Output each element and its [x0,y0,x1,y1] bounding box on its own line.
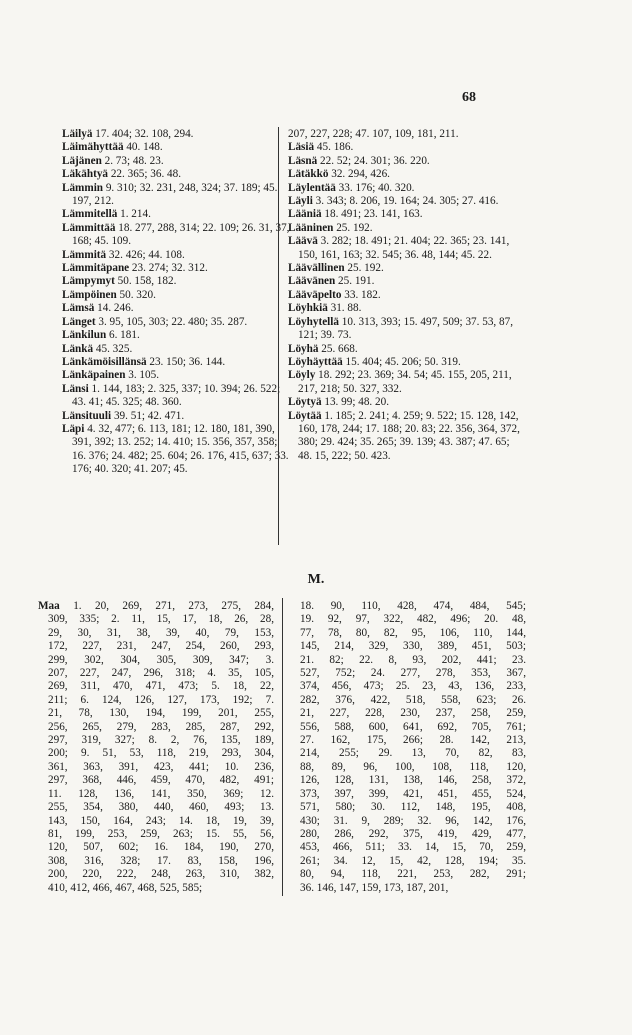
index-line [290,734,526,747]
line-text: 299, 302, 304, 305, 309, 347; 3. [48,653,274,666]
entry-references: 25. 191. [338,275,375,288]
line-text: 374, 456, 473; 25. 23, 43, 136, 233, [300,680,526,693]
index-line [38,613,274,626]
entry-headword: Löyhkiä [288,302,328,315]
entry-references: 2. 73; 48. 23. [104,154,164,167]
entry-headword: Löyhä [288,342,319,355]
index-line [290,801,526,814]
entry-references: 6. 181. [108,329,140,342]
entry-references: 1. 144, 183; 2. 325, 337; 10. 394; 26. 522; 43. 41; 45. 325; 48. 360. [72,382,281,409]
entry-headword: Länkäpainen [62,369,126,382]
entry-references: 23. 274; 32. 312. [131,262,208,275]
line-text: 36. 146, 147, 159, 173, 187, 201, [300,881,449,894]
index-line [290,707,526,720]
index-line [290,882,526,895]
entry-headword: Lämsä [62,302,95,315]
line-text: 11. 128, 136, 141, 350, 369; 12. [48,787,274,800]
entry-headword: Länkämöisillänsä [62,355,147,368]
entry-headword: Lämpöinen [62,288,117,301]
entry-references: 13. 99; 48. 20. [324,396,389,409]
entry-references: 32. 426; 44. 108. [108,248,185,261]
index-line [38,788,274,801]
entry-references: 32. 294, 426. [331,168,390,181]
index-line [290,855,526,868]
entry-references: 25. 668. [321,342,358,355]
index-line [38,627,274,640]
index-line [38,667,274,680]
index-line [38,707,274,720]
index-line [290,788,526,801]
entry-headword: Lämmitäpane [62,262,130,275]
entry-headword: Lääniä [288,208,322,221]
line-text: 361, 363, 391, 423, 441; 10. 236, [48,760,274,773]
entry-headword: Lääninen [288,221,334,234]
line-text: 80, 94, 118, 221, 253, 282, 291; [300,868,526,881]
index-line [38,654,274,667]
index-line [38,841,274,854]
entry-headword: Lääväpelto [288,288,342,301]
entry-references: 14. 246. [97,302,134,315]
index-line [290,613,526,626]
section-letter-heading: M. [307,572,325,587]
entry-headword: Läävällinen [288,262,345,275]
entry-references: 3. 95, 105, 303; 22. 480; 35. 287. [98,315,248,328]
line-text: 1. 20, 269, 271, 273, 275, 284, [73,600,275,612]
line-text: 297, 319, 327; 8. 2, 76, 135, 189, [48,734,274,747]
entry-headword: Läpi [62,422,85,435]
entry-headword: Läimähyttää [62,141,124,154]
index-line [38,801,274,814]
entry-references: 45. 186. [316,141,354,154]
line-text: 143, 150, 164, 243; 14. 18, 19, 39, [48,814,274,827]
line-text: 373, 397, 399, 421, 451, 455, 524, [300,787,526,800]
index-line [290,654,526,667]
index-line [290,815,526,828]
line-text: 211; 6. 124, 126, 127, 173, 192; 7. [48,693,274,706]
entry-headword: Länkä [62,342,94,355]
entry-headword: Lämmitellä [62,208,118,221]
line-text: 269, 311, 470, 471, 473; 5. 18, 22, [48,680,274,693]
entry-headword: Lämmin [62,181,104,194]
entry-headword: Löyhytellä [288,315,339,328]
entry-references: 33. 176; 40. 320. [338,181,415,194]
line-text: 27. 162, 175, 266; 28. 142, 213, [300,734,526,747]
index-line [38,680,274,693]
line-text: 453, 466, 511; 33. 14, 15, 70, 259, [300,841,526,854]
index-line [290,761,526,774]
entry-headword: Löyhäyttää [288,355,343,368]
line-text: 81, 199, 253, 259, 263; 15. 55, 56, [48,827,274,840]
line-text: 126, 128, 131, 138, 146, 258, 372, [300,774,526,787]
entry-headword: Lätäkkö [288,168,329,181]
entry-references: 23. 150; 36. 144. [149,355,226,368]
line-text: 29, 30, 31, 38, 39, 40, 79, 153, [48,626,274,639]
index-line [290,694,526,707]
entry-references: 50. 158, 182. [117,275,177,288]
index-line [290,828,526,841]
entry-references: 1. 214. [120,208,151,221]
index-line [38,640,274,653]
entry-references: 18. 277, 288, 314; 22. 109; 26. 31, 37, 168; 45. 109. [72,221,290,248]
entry-references: 3. 343; 8. 206, 19. 164; 24. 305; 27. 416. [315,195,499,208]
index-line [38,855,274,868]
index-line [38,734,274,747]
entry-references: 40. 148. [126,141,163,154]
line-text: 571, 580; 30. 112, 148, 195, 408, [300,801,526,814]
line-text: 527, 752; 24. 277, 278, 353, 367, [300,667,526,680]
entry-references: 22. 365; 36. 48. [110,168,182,181]
entry-headword: Maa [38,600,60,612]
lower-column-rule [282,598,283,896]
entry-headword: Länsituuli [62,409,112,422]
entry-headword: Läkähtyä [62,168,109,181]
line-text: 556, 588, 600, 641, 692, 705, 761; [300,720,526,733]
entry-headword: Läjänen [62,154,102,167]
entry-headword: Länkilun [62,329,107,342]
index-line [38,815,274,828]
index-line [290,600,526,613]
line-text: 308, 316, 328; 17. 83, 158, 196, [48,854,274,867]
line-text: 309, 335; 2. 11, 15, 17, 18, 26, 28, [48,613,274,626]
entry-headword: Läilyä [62,128,93,140]
entry-references: 10. 313, 393; 15. 497, 509; 37. 53, 87, 121; 39. 73. [298,315,513,342]
entry-references: 33. 182. [344,288,381,301]
line-text: 214, 255; 29. 13, 70, 82, 83, [300,747,526,760]
index-line [38,882,274,895]
line-text: 280, 286, 292, 375, 419, 429, 477, [300,827,526,840]
index-line [38,774,274,787]
line-text: 145, 214, 329, 330, 389, 451, 503; [300,640,526,653]
entry-headword: Lämmitä [62,248,107,261]
index-line [38,828,274,841]
line-text: 172, 227, 231, 247, 254, 260, 293, [48,640,274,653]
entry-references: 18. 292; 23. 369; 34. 54; 45. 155, 205, 211, 217, 218; 50. 327, 332. [298,369,512,395]
line-text: 88, 89, 96, 100, 108, 118, 120, [300,760,526,773]
entry-references: 18. 491; 23. 141, 163. [324,208,423,221]
entry-references: 1. 185; 2. 241; 4. 259; 9. 522; 15. 128, 142, 160, 178, 244; 17. 188; 20. 83; 22. 356, 364, 372, 380; 29. 424; 35. 265; 39. 139; 43. 387; 47. 65; 48. 15, 222; 50. 423. [298,409,520,462]
line-text: 410, 412, 466, 467, 468, 525, 585; [48,881,203,894]
entry-headword: Läyli [288,195,313,208]
entry-references: 31. 88. [330,302,362,315]
line-text: 18. 90, 110, 428, 474, 484, 545; [300,600,526,612]
line-text: 200, 220, 222, 248, 263, 310, 382, [48,868,274,881]
line-text: 120, 507, 602; 16. 184, 190, 270, [48,841,274,854]
index-line [290,680,526,693]
entry-references: 15. 404; 45. 206; 50. 319. [345,355,461,368]
line-text: 207, 227, 247, 296, 318; 4. 35, 105, [48,667,274,680]
line-text: 21. 82; 22. 8, 93, 202, 441; 23. [300,653,526,666]
index-line [290,841,526,854]
line-text: 21, 78, 130, 194, 199, 201, 255, [48,707,274,720]
entry-references: 50. 320. [119,288,156,301]
entry-references: 39. 51; 42. 471. [113,409,185,422]
index-line [290,721,526,734]
line-text: 77, 78, 80, 82, 95, 106, 110, 144, [300,626,526,639]
entry-references: 45. 325. [95,342,133,355]
entry-references: 25. 192. [347,262,384,275]
line-text: 430; 31. 9, 289; 32. 96, 142, 176, [300,814,526,827]
entry-references: 9. 310; 32. 231, 248, 324; 37. 189; 45. 197, 212. [72,181,278,208]
entry-references: 17. 404; 32. 108, 294. [95,128,194,140]
entry-references: 3. 105. [128,369,159,382]
entry-references: 207, 227, 228; 47. 107, 109, 181, 211. [288,128,459,140]
index-line [290,627,526,640]
line-text: 255, 354, 380, 440, 460, 493; 13. [48,801,274,814]
index-line [290,747,526,760]
lower-right-column [290,600,526,895]
index-line [38,868,274,881]
index-line [290,667,526,680]
line-text: 21, 227, 228, 230, 237, 258, 259, [300,707,526,720]
line-text: 200; 9. 51, 53, 118, 219, 293, 304, [48,747,274,760]
entry-headword: Länget [62,315,96,328]
index-line [38,761,274,774]
line-text: 282, 376, 422, 518, 558, 623; 26. [300,693,526,706]
entry-headword: Länsi [62,382,89,395]
line-text: 261; 34. 12, 15, 42, 128, 194; 35. [300,854,526,867]
entry-headword: Läylentää [288,181,336,194]
entry-headword: Lämmittää [62,221,116,234]
entry-headword: Läsiä [288,141,315,154]
index-line [38,721,274,734]
entry-headword: Löytää [288,409,322,422]
index-line [38,694,274,707]
entry-headword: Löyly [288,369,316,382]
entry-headword: Läävä [288,235,318,248]
line-text: 297, 368, 446, 459, 470, 482, 491; [48,774,274,787]
entry-headword: Lämpymyt [62,275,115,288]
entry-headword: Läävänen [288,275,336,288]
entry-references: 22. 52; 24. 301; 36. 220. [320,154,430,167]
entry-references: 3. 282; 18. 491; 21. 404; 22. 365; 23. 141, 150, 161, 163; 32. 545; 36. 48, 144; 45. 22. [298,235,510,261]
entry-references: 25. 192. [336,221,373,234]
index-line [38,747,274,760]
index-line [290,640,526,653]
entry-references: 4. 32, 477; 6. 113, 181; 12. 180, 181, 390, 391, 392; 13. 252; 14. 410; 15. 356, 357, 358; 16. 376; 24. 482; 25. 604; 26. 176, 415, 637; 33. 176; 40. 320; 41. 207; 45. [72,422,289,476]
lower-left-column [38,600,274,895]
entry-headword: Löytyä [288,396,322,409]
index-line [290,774,526,787]
index-line [38,600,274,613]
line-text: 19. 92, 97, 322, 482, 496; 20. 48, [300,613,526,626]
index-line [290,868,526,881]
entry-headword: Läsnä [288,154,318,167]
line-text: 256, 265, 279, 283, 285, 287, 292, [48,720,274,733]
page-number: 68 [462,90,476,105]
